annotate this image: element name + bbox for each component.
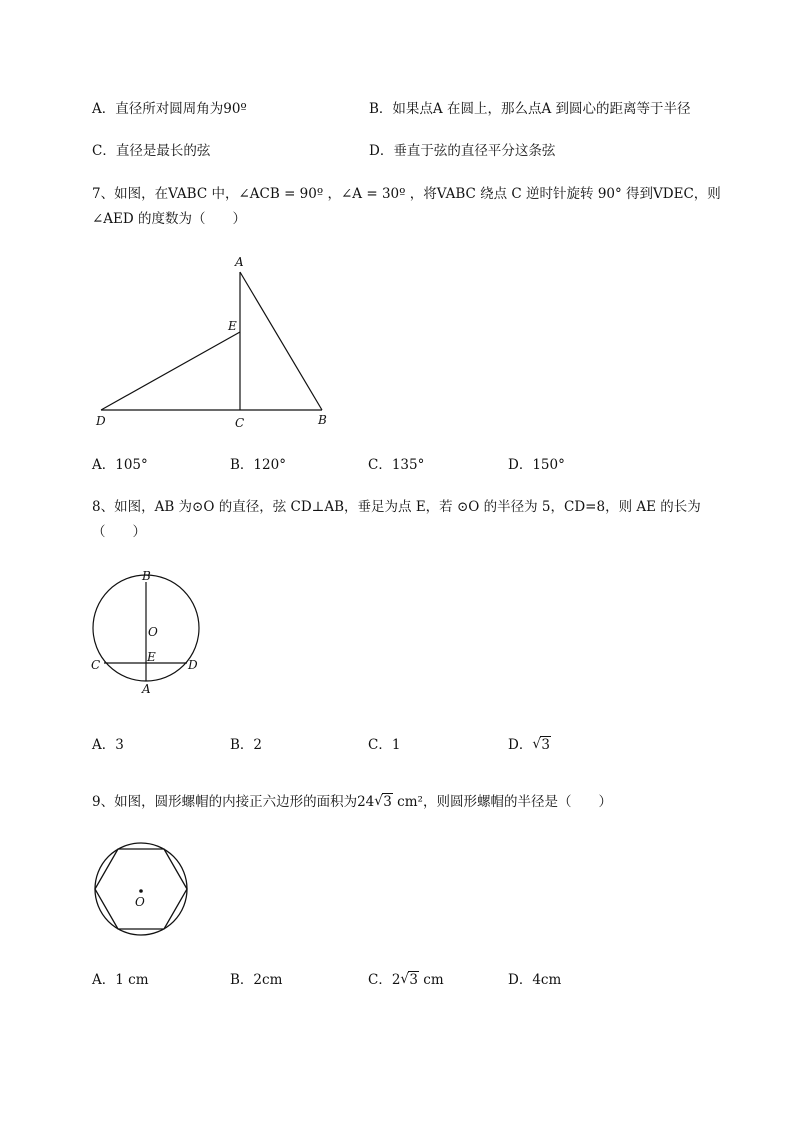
q9-center-dot [139, 889, 143, 893]
q7-label-e: E [228, 319, 237, 333]
q7-stem-line1: 7、如图，在VABC 中，∠ACB = 90º ，∠A = 30º ，将VABC 绕点 C 逆时针旋转 90° 得到VDEC，则 [92, 186, 721, 202]
q8-option-d-radicand: 3 [541, 737, 550, 753]
q8-option-d-prefix: D． [508, 737, 533, 753]
q8-label-c: C [91, 658, 101, 672]
q8-label-b: B [142, 569, 151, 583]
q8-option-b: B．2 [230, 737, 263, 753]
q9-outer-circle [95, 843, 187, 935]
q9-option-d: D．4cm [508, 972, 562, 988]
q6-option-c: C．直径是最长的弦 [92, 143, 211, 159]
q8-label-d: D [188, 658, 198, 672]
q9-label-o: O [135, 895, 145, 909]
q9-stem-suffix: cm²，则圆形螺帽的半径是（ ） [392, 794, 612, 810]
q9-option-b: B．2cm [230, 972, 283, 988]
q7-segment-ab [240, 272, 322, 410]
q8-option-a: A．3 [92, 737, 124, 753]
sqrt-symbol [400, 971, 419, 989]
q9-stem [92, 793, 612, 811]
q7-segment-de [101, 332, 240, 410]
q9-option-c-prefix: C．2 [368, 972, 401, 988]
q7-stem-line2: ∠AED 的度数为（ ） [92, 211, 247, 227]
q9-stem-radicand: 3 [383, 794, 392, 810]
q6-option-b: B．如果点A 在圆上，那么点A 到圆心的距离等于半径 [369, 101, 691, 117]
q7-label-d: D [96, 414, 106, 428]
q9-option-c-suffix: cm [419, 972, 444, 988]
q7-option-d: D．150° [508, 457, 565, 473]
q8-circle [93, 575, 199, 681]
q8-option-d [508, 736, 551, 754]
q7-label-a: A [235, 255, 244, 269]
q9-stem-prefix: 9、如图，圆形螺帽的内接正六边形的面积为24 [92, 794, 375, 810]
q8-label-a: A [142, 682, 151, 696]
q9-hexagon [95, 849, 187, 929]
q8-label-e: E [147, 650, 156, 664]
q6-option-a: A．直径所对圆周角为90º [92, 101, 247, 117]
q7-label-b: B [318, 413, 327, 427]
q9-option-c-radicand: 3 [409, 972, 419, 988]
q7-option-b: B．120° [230, 457, 286, 473]
q7-label-c: C [235, 416, 245, 430]
q7-option-c: C．135° [368, 457, 425, 473]
sqrt-symbol [532, 736, 551, 754]
q8-stem-line1: 8、如图，AB 为⊙O 的直径，弦 CD⊥AB，垂足为点 E，若 ⊙O 的半径为 5，CD=8，则 AE 的长为 [92, 499, 701, 515]
sqrt-symbol [374, 793, 393, 811]
q8-stem-line2: （ ） [92, 524, 146, 540]
q6-option-d: D．垂直于弦的直径平分这条弦 [369, 143, 556, 159]
q7-option-a: A．105° [92, 457, 148, 473]
q8-label-o: O [148, 625, 158, 639]
q8-option-c: C．1 [368, 737, 401, 753]
q9-option-c [368, 971, 444, 989]
q9-option-a: A．1 cm [92, 972, 149, 988]
